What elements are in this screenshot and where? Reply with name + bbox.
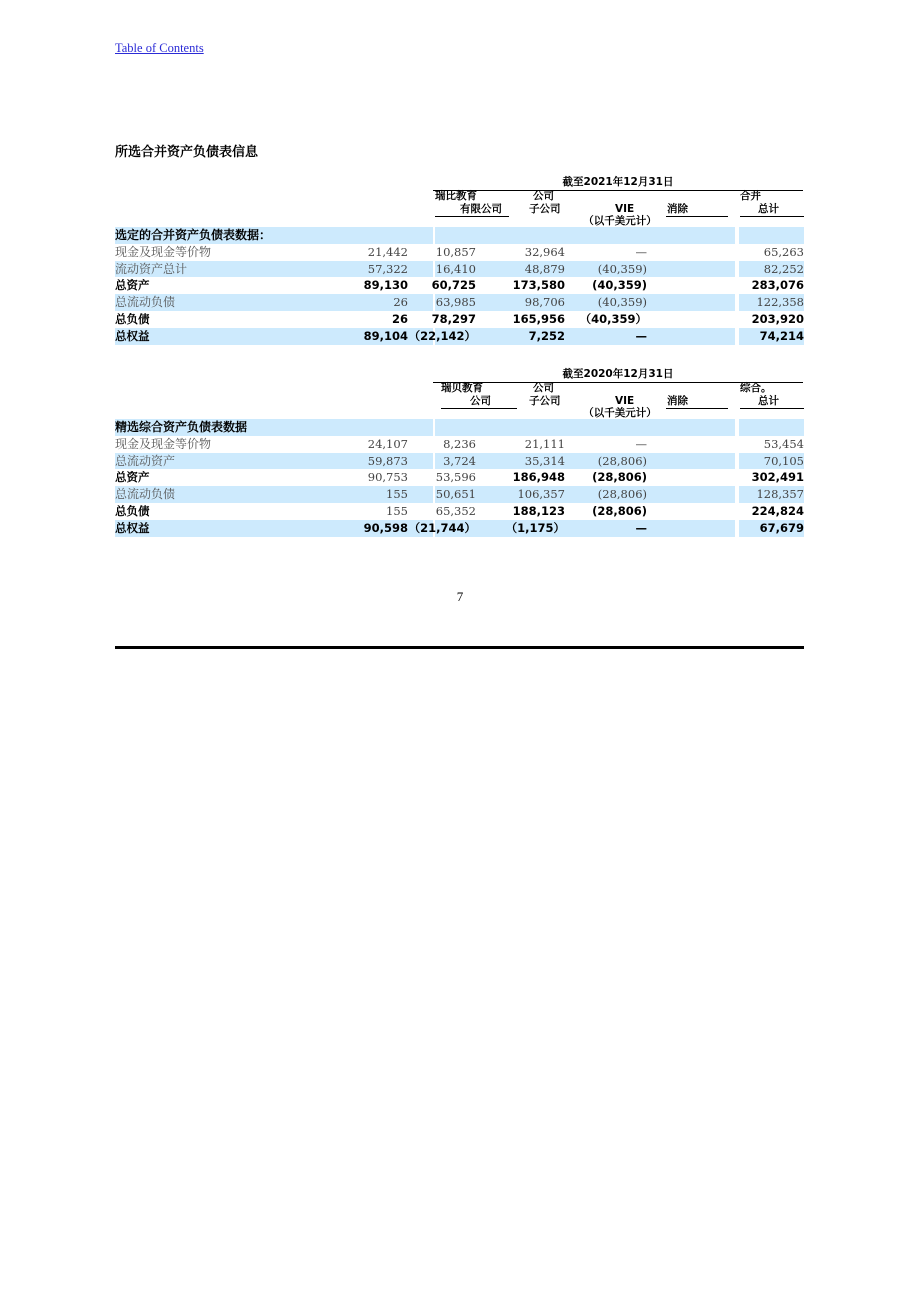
table-cell: 283,076 <box>751 278 804 293</box>
row-label: 总负债 <box>115 503 150 518</box>
table-cell: 70,105 <box>763 453 804 468</box>
table-header <box>115 175 804 227</box>
table-cell: 186,948 <box>512 470 565 485</box>
col-header-parent-line2: 公司 <box>470 395 491 407</box>
table-row <box>115 311 804 328</box>
table-cell: 74,214 <box>759 328 804 343</box>
table-cell: 16,410 <box>435 261 476 276</box>
col-header-consolidated-line1: 合并 <box>740 190 761 202</box>
row-label: 总权益 <box>115 328 150 343</box>
table-row <box>115 328 804 345</box>
period-heading: 截至2020年12月31日 <box>433 367 803 383</box>
table-row <box>115 261 804 278</box>
row-label: 流动资产总计 <box>115 261 188 276</box>
table-cell: 21,442 <box>367 244 408 259</box>
table-cell: （21,744） <box>408 520 476 535</box>
col-header-vie: VIE <box>615 395 635 407</box>
col-header-consolidated-line1: 综合。 <box>740 382 772 394</box>
table-cell: 63,985 <box>435 295 476 310</box>
table-cell: 128,357 <box>756 487 804 502</box>
table-cell: 188,123 <box>512 503 565 518</box>
table-cell: 224,824 <box>751 503 804 518</box>
col-header-subsidiaries-line1: 公司 <box>533 382 554 394</box>
table-cell: — <box>635 520 647 535</box>
table-cell: 26 <box>391 311 408 326</box>
col-header-parent-line2: 有限公司 <box>460 203 502 215</box>
table-cell: 59,873 <box>367 453 408 468</box>
table-cell: 53,454 <box>763 436 804 451</box>
section-title: 所选合并资产负债表信息 <box>115 145 259 160</box>
units-note: （以千美元计） <box>583 215 657 227</box>
table-cell: 155 <box>386 503 408 518</box>
table-cell: 35,314 <box>524 453 565 468</box>
table-cell: 106,357 <box>517 487 565 502</box>
col-header-parent-line1: 瑞比教育 <box>435 190 477 202</box>
col-header-subsidiaries-line2: 子公司 <box>529 395 561 407</box>
table-cell: 90,753 <box>367 470 408 485</box>
table-cell: （40,359） <box>579 311 647 326</box>
table-cell: 10,857 <box>435 244 476 259</box>
table-row <box>115 469 804 486</box>
table-cell: 67,679 <box>759 520 804 535</box>
col-header-subsidiaries-line1: 公司 <box>533 190 554 202</box>
table-cell: (28,806) <box>592 503 647 518</box>
balance-sheet-table-2020 <box>115 367 804 537</box>
table-cell: 165,956 <box>512 311 565 326</box>
period-heading: 截至2021年12月31日 <box>433 175 803 191</box>
table-cell: 203,920 <box>751 311 804 326</box>
table-cell: — <box>635 436 647 451</box>
table-cell: 8,236 <box>443 436 476 451</box>
table-cell: (40,359) <box>597 295 647 310</box>
table-cell: 155 <box>386 487 408 502</box>
units-note: （以千美元计） <box>583 407 657 419</box>
table-cell: 98,706 <box>524 295 565 310</box>
table-cell: (40,359) <box>597 261 647 276</box>
table-cell: (40,359) <box>592 278 647 293</box>
table-section-row <box>115 419 804 436</box>
table-cell: 173,580 <box>512 278 565 293</box>
col-header-parent-line1: 瑞贝教育 <box>441 382 483 394</box>
col-header-consolidated-line2: 总计 <box>758 203 779 215</box>
row-label: 现金及现金等价物 <box>115 244 212 259</box>
table-cell: 57,322 <box>367 261 408 276</box>
table-cell: 3,724 <box>443 453 476 468</box>
table-row <box>115 486 804 503</box>
table-cell: （22,142） <box>408 328 476 343</box>
table-row <box>115 294 804 311</box>
table-cell: 60,725 <box>431 278 476 293</box>
col-header-eliminations: 消除 <box>667 203 688 215</box>
col-header-consolidated-line2: 总计 <box>758 395 779 407</box>
table-cell: 122,358 <box>756 295 804 310</box>
balance-sheet-table-2021 <box>115 175 804 345</box>
table-cell: 7,252 <box>528 328 565 343</box>
row-label: 总流动负债 <box>115 295 176 310</box>
table-of-contents-link[interactable]: Table of Contents <box>115 41 204 55</box>
section-label: 选定的合并资产负债表数据： <box>115 228 272 242</box>
table-cell: (28,806) <box>592 470 647 485</box>
table-cell: 50,651 <box>435 487 476 502</box>
table-cell: 32,964 <box>524 244 565 259</box>
table-cell: 78,297 <box>431 311 476 326</box>
table-cell: — <box>635 328 647 343</box>
page-bottom-rule <box>115 646 804 649</box>
row-label: 总流动负债 <box>115 487 176 502</box>
row-label: 现金及现金等价物 <box>115 436 212 451</box>
row-label: 总资产 <box>115 278 150 293</box>
table-row <box>115 503 804 520</box>
table-cell: (28,806) <box>597 487 647 502</box>
table-cell: 21,111 <box>524 436 565 451</box>
section-label: 精选综合资产负债表数据 <box>115 420 248 434</box>
col-header-vie: VIE <box>615 203 635 215</box>
table-cell: — <box>635 244 647 259</box>
row-label: 总流动资产 <box>115 453 176 468</box>
table-row <box>115 277 804 294</box>
row-label: 总负债 <box>115 311 150 326</box>
table-header <box>115 367 804 419</box>
table-row <box>115 244 804 261</box>
table-cell: 82,252 <box>763 261 804 276</box>
table-cell: 26 <box>393 295 408 310</box>
table-cell: 24,107 <box>367 436 408 451</box>
col-header-subsidiaries-line2: 子公司 <box>529 203 561 215</box>
table-cell: (28,806) <box>597 453 647 468</box>
row-label: 总权益 <box>115 520 150 535</box>
table-cell: 89,104 <box>363 328 408 343</box>
table-cell: （1,175） <box>505 520 565 535</box>
table-cell: 302,491 <box>751 470 804 485</box>
table-cell: 65,352 <box>435 503 476 518</box>
page-number: 7 <box>456 589 464 604</box>
table-row <box>115 453 804 470</box>
table-cell: 90,598 <box>363 520 408 535</box>
table-cell: 53,596 <box>435 470 476 485</box>
table-section-row <box>115 227 804 244</box>
table-cell: 65,263 <box>763 244 804 259</box>
table-row <box>115 436 804 453</box>
col-header-eliminations: 消除 <box>667 395 688 407</box>
table-cell: 48,879 <box>524 261 565 276</box>
table-cell: 89,130 <box>363 278 408 293</box>
table-row <box>115 520 804 537</box>
row-label: 总资产 <box>115 470 150 485</box>
